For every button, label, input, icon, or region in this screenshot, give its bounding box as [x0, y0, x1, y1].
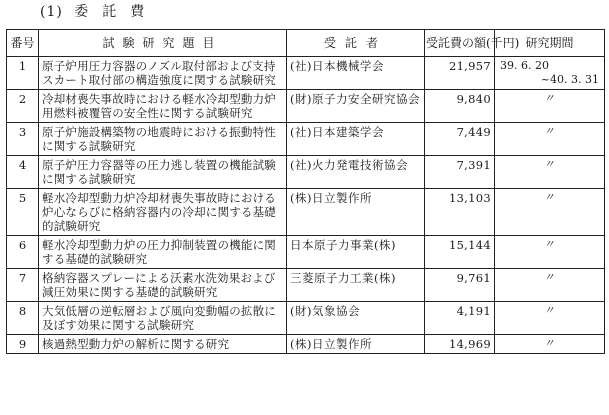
row-org: (株)日立製作所: [287, 335, 425, 354]
row-title: 大気低層の逆転層および風向変動幅の拡散に及ぼす効果に関する試験研究: [39, 302, 287, 335]
row-cost: 15,144: [425, 236, 495, 269]
row-org: (株)日立製作所: [287, 189, 425, 236]
table-row: [7, 236, 605, 269]
row-title: 核過熱型動力炉の解析に関する研究: [39, 335, 287, 354]
row-cost: 7,449: [425, 123, 495, 156]
period-from: 39. 6. 20: [500, 59, 549, 72]
row-period: [495, 269, 605, 302]
row-title: 原子炉用圧力容器のノズル取付部および支持スカート取付部の構造強度に関する試験研究: [39, 57, 287, 90]
row-cost: 9,840: [425, 90, 495, 123]
ditto-mark: 〃: [543, 158, 556, 171]
row-title: 軽水冷却型動力炉の圧力抑制装置の機能に関する基礎的試験研究: [39, 236, 287, 269]
row-number: 1: [7, 57, 39, 90]
row-org: 三菱原子力工業(株): [287, 269, 425, 302]
row-period: [495, 156, 605, 189]
header-title: 試験研究題目: [39, 30, 287, 57]
header-no: 番号: [7, 30, 39, 57]
ditto-mark: 〃: [543, 92, 556, 105]
row-org: (財)原子力安全研究協会: [287, 90, 425, 123]
row-number: 4: [7, 156, 39, 189]
section-heading: [40, 3, 158, 21]
period-to: ~40. 3. 31: [540, 73, 599, 86]
row-org: (社)日本建築学会: [287, 123, 425, 156]
ditto-mark: 〃: [543, 271, 556, 284]
ditto-mark: 〃: [543, 337, 556, 350]
row-title: 格納容器スプレーによる沃素水洗効果および減圧効果に関する基礎的試験研究: [39, 269, 287, 302]
table-row: [7, 90, 605, 123]
row-number: 5: [7, 189, 39, 236]
row-cost: 21,957: [425, 57, 495, 90]
row-period: [495, 236, 605, 269]
row-number: 9: [7, 335, 39, 354]
row-org: (社)火力発電技術協会: [287, 156, 425, 189]
row-title: 原子炉施設構築物の地震時における振動特性に関する試験研究: [39, 123, 287, 156]
table-row: [7, 335, 605, 354]
row-period: [495, 123, 605, 156]
ditto-mark: 〃: [543, 191, 556, 204]
row-number: 6: [7, 236, 39, 269]
row-cost: 7,391: [425, 156, 495, 189]
table-row: [7, 269, 605, 302]
row-title: 原子炉圧力容器等の圧力逃し装置の機能試験に関する試験研究: [39, 156, 287, 189]
row-number: 3: [7, 123, 39, 156]
header-period: 研究期間: [495, 30, 605, 57]
header-org: 受託者: [287, 30, 425, 57]
row-period: [495, 57, 605, 90]
row-org: (社)日本機械学会: [287, 57, 425, 90]
row-org: 日本原子力事業(株): [287, 236, 425, 269]
row-title: 軽水冷却型動力炉冷却材喪失事故時における炉心ならびに格納容器内の冷却に関する基礎的試験研究: [39, 189, 287, 236]
table-row: [7, 302, 605, 335]
header-cost: 受託費の額(千円): [425, 30, 495, 57]
row-org: (財)気象協会: [287, 302, 425, 335]
ditto-mark: 〃: [543, 304, 556, 317]
row-cost: 9,761: [425, 269, 495, 302]
table-row: [7, 156, 605, 189]
row-title: 冷却材喪失事故時における軽水冷却型動力炉用燃料被覆管の安全性に関する試験研究: [39, 90, 287, 123]
row-period: [495, 335, 605, 354]
row-cost: 4,191: [425, 302, 495, 335]
row-period: [495, 189, 605, 236]
commission-cost-table: [6, 29, 605, 354]
table-row: [7, 123, 605, 156]
ditto-mark: 〃: [543, 238, 556, 251]
table-header-row: [7, 30, 605, 57]
ditto-mark: 〃: [543, 125, 556, 138]
row-number: 2: [7, 90, 39, 123]
section-title: 委託費: [74, 4, 159, 20]
row-number: 8: [7, 302, 39, 335]
section-number: (1): [40, 4, 63, 20]
table-row: [7, 57, 605, 90]
table-row: [7, 189, 605, 236]
row-period: [495, 90, 605, 123]
row-period: [495, 302, 605, 335]
row-number: 7: [7, 269, 39, 302]
row-cost: 14,969: [425, 335, 495, 354]
row-cost: 13,103: [425, 189, 495, 236]
